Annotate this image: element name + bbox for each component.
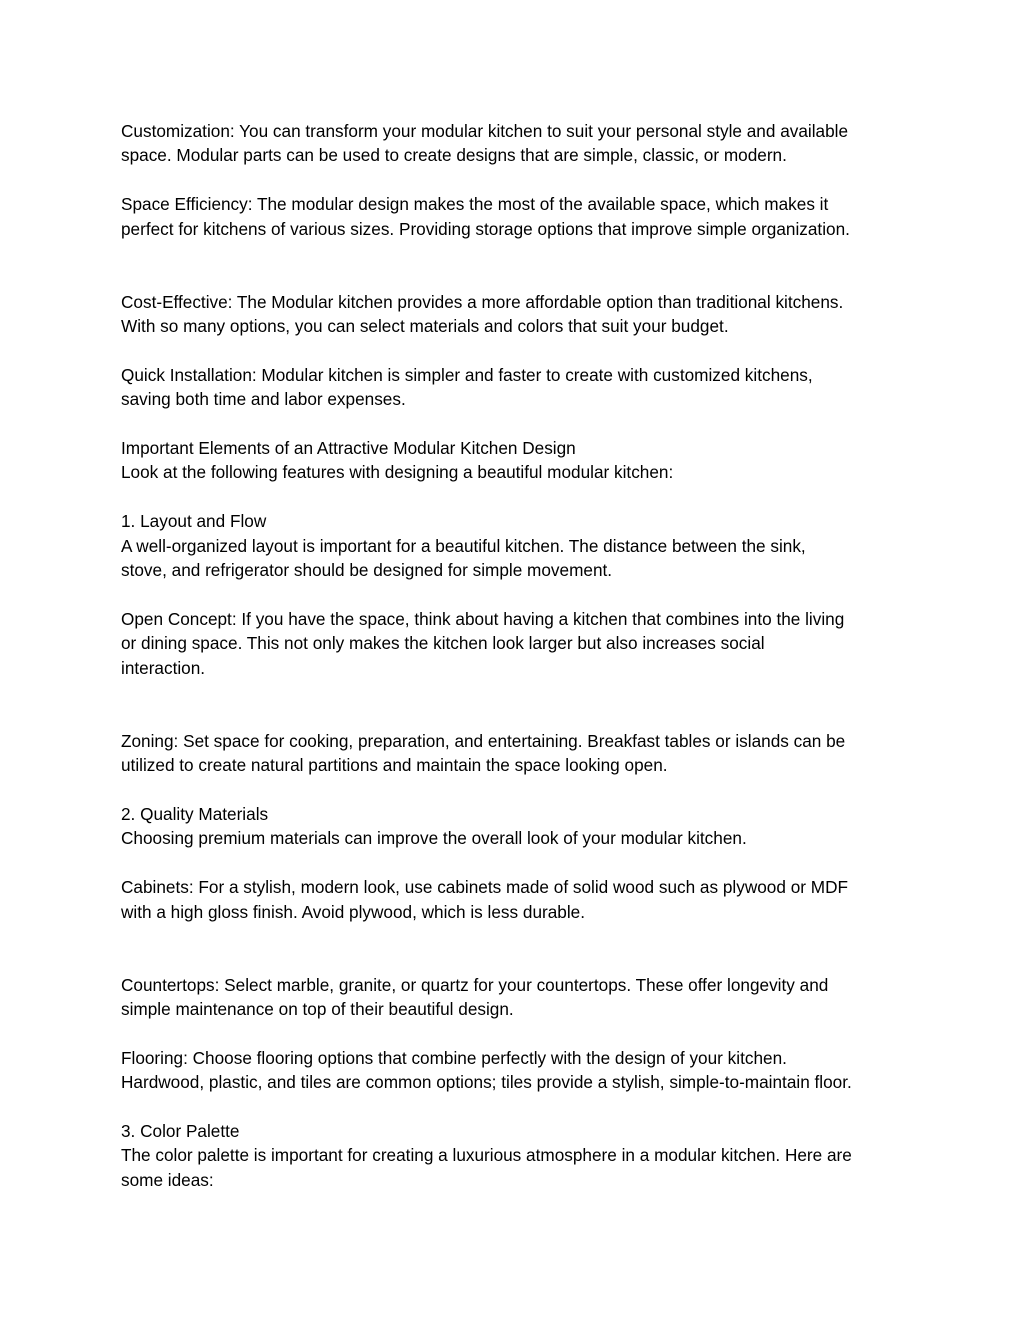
- section-heading: Important Elements of an Attractive Modular Kitchen Design: [121, 438, 576, 459]
- text-line: Cabinets: For a stylish, modern look, use cabinets made of solid wood such as plywood or MDF: [121, 877, 848, 898]
- text-line: interaction.: [121, 657, 206, 678]
- section-heading: 2. Quality Materials: [121, 803, 269, 824]
- text-line: perfect for kitchens of various sizes. Providing storage options that improve simple organization.: [121, 218, 850, 239]
- text-line: With so many options, you can select materials and colors that suit your budget.: [121, 316, 729, 337]
- paragraph-spacer: [121, 680, 921, 729]
- paragraph-cost-effective: [121, 290, 921, 339]
- text-line: stove, and refrigerator should be designed for simple movement.: [121, 560, 613, 581]
- text-line: Flooring: Choose flooring options that combine perfectly with the design of your kitchen.: [121, 1047, 787, 1068]
- text-line: The color palette is important for creating a luxurious atmosphere in a modular kitchen. Here are: [121, 1145, 852, 1166]
- paragraph-space-efficiency: [121, 192, 921, 241]
- paragraph-spacer: [121, 582, 921, 606]
- paragraph-zoning: [121, 729, 921, 778]
- text-line: Open Concept: If you have the space, think about having a kitchen that combines into the living: [121, 608, 845, 629]
- text-line: Choosing premium materials can improve the overall look of your modular kitchen.: [121, 828, 747, 849]
- text-line: Space Efficiency: The modular design makes the most of the available space, which makes it: [121, 194, 829, 215]
- paragraph-spacer: [121, 241, 921, 290]
- paragraph-spacer: [121, 485, 921, 509]
- paragraph-important-elements: [121, 436, 921, 485]
- document-body: [121, 119, 921, 1192]
- text-line: Look at the following features with designing a beautiful modular kitchen:: [121, 462, 674, 483]
- text-line: simple maintenance on top of their beautiful design.: [121, 999, 514, 1020]
- paragraph-customization: [121, 119, 921, 168]
- paragraph-spacer: [121, 168, 921, 192]
- text-line: or dining space. This not only makes the kitchen look larger but also increases social: [121, 633, 765, 654]
- paragraph-color-palette: [121, 1119, 921, 1192]
- paragraph-spacer: [121, 412, 921, 436]
- text-line: space. Modular parts can be used to create designs that are simple, classic, or modern.: [121, 145, 787, 166]
- text-line: Hardwood, plastic, and tiles are common options; tiles provide a stylish, simple-to-maintain floor.: [121, 1072, 852, 1093]
- paragraph-layout-and-flow: [121, 509, 921, 582]
- text-line: saving both time and labor expenses.: [121, 389, 406, 410]
- text-line: some ideas:: [121, 1169, 214, 1190]
- paragraph-spacer: [121, 924, 921, 973]
- paragraph-spacer: [121, 1095, 921, 1119]
- text-line: A well-organized layout is important for a beautiful kitchen. The distance between the sink,: [121, 535, 806, 556]
- text-line: Countertops: Select marble, granite, or quartz for your countertops. These offer longevity and: [121, 974, 829, 995]
- text-line: Zoning: Set space for cooking, preparation, and entertaining. Breakfast tables or islands can be: [121, 730, 846, 751]
- paragraph-quick-installation: [121, 363, 921, 412]
- paragraph-countertops: [121, 973, 921, 1022]
- paragraph-flooring: [121, 1046, 921, 1095]
- text-line: Cost-Effective: The Modular kitchen provides a more affordable option than traditional kitchens.: [121, 291, 844, 312]
- section-heading: 1. Layout and Flow: [121, 511, 267, 532]
- paragraph-quality-materials: [121, 802, 921, 851]
- text-line: with a high gloss finish. Avoid plywood, which is less durable.: [121, 901, 585, 922]
- text-line: utilized to create natural partitions and maintain the space looking open.: [121, 755, 668, 776]
- paragraph-cabinets: [121, 875, 921, 924]
- paragraph-open-concept: [121, 607, 921, 680]
- paragraph-spacer: [121, 778, 921, 802]
- paragraph-spacer: [121, 339, 921, 363]
- text-line: Quick Installation: Modular kitchen is simpler and faster to create with customized kitchens,: [121, 364, 813, 385]
- paragraph-spacer: [121, 851, 921, 875]
- section-heading: 3. Color Palette: [121, 1121, 240, 1142]
- text-line: Customization: You can transform your modular kitchen to suit your personal style and available: [121, 121, 849, 141]
- paragraph-spacer: [121, 1022, 921, 1046]
